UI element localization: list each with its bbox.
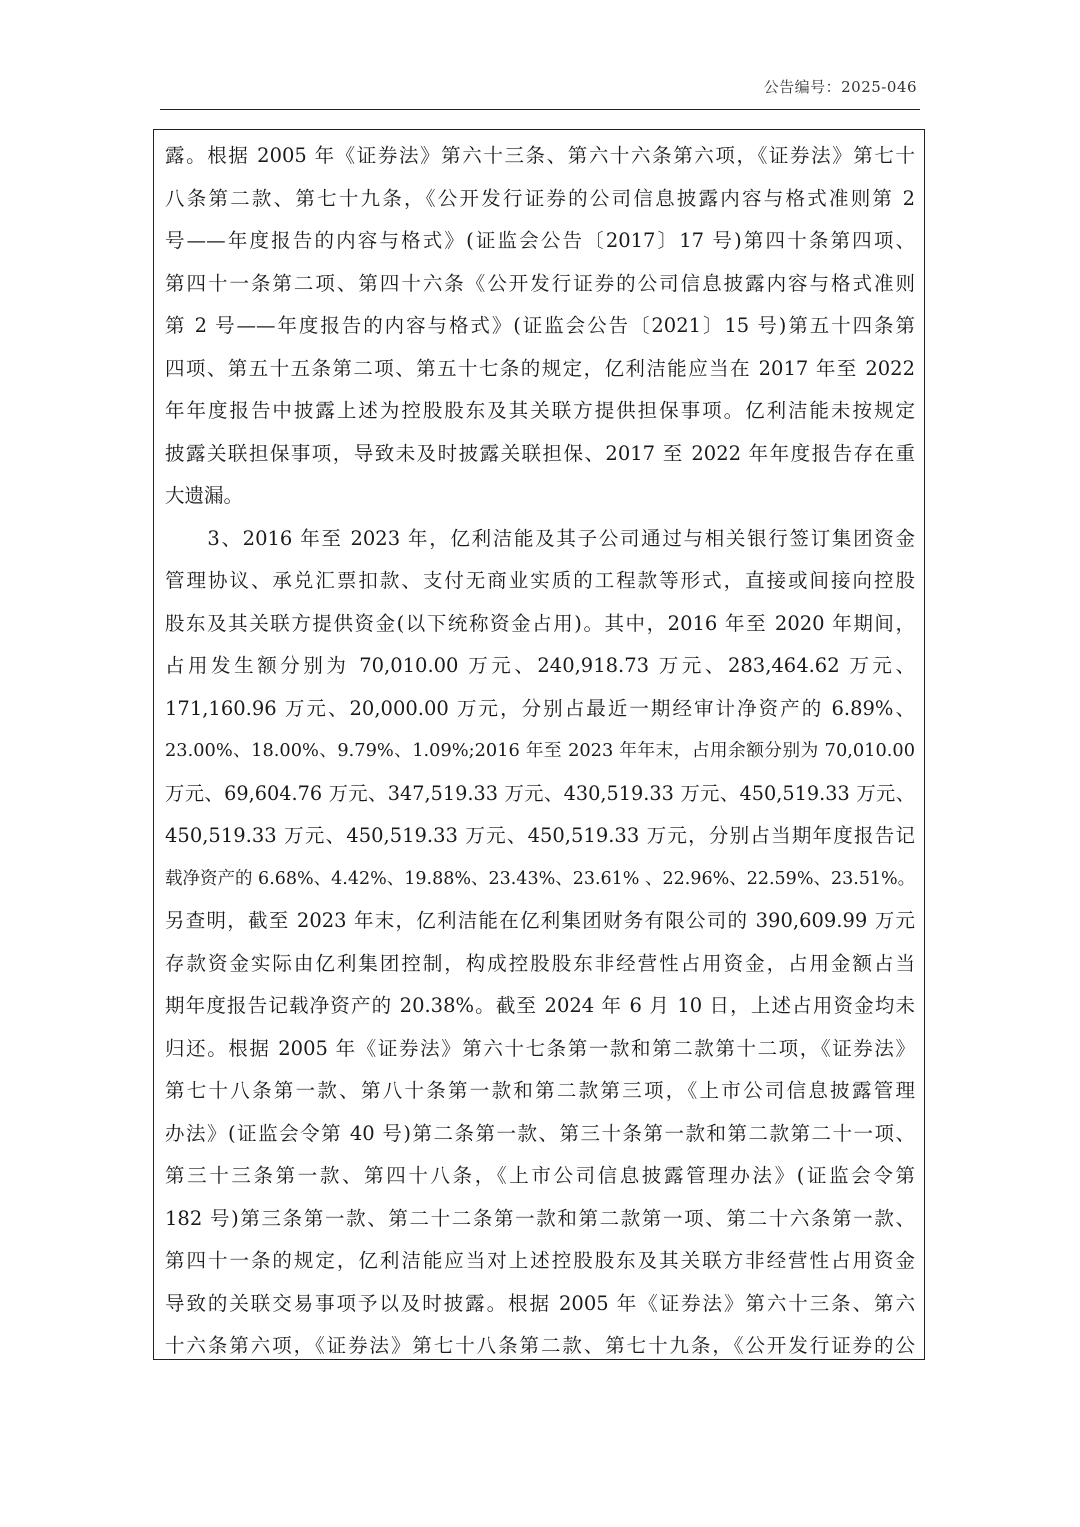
text-line: 第 2 号——年度报告的内容与格式》(证监会公告〔2021〕15 号)第五十四条第 xyxy=(165,314,915,337)
text-line: 另查明，截至 2023 年末，亿利洁能在亿利集团财务有限公司的 390,609.99 万元 xyxy=(165,909,915,932)
text-line: 第三十三条第一款、第四十八条，《上市公司信息披露管理办法》(证监会令第 xyxy=(165,1164,915,1187)
text-line: 管理协议、承兑汇票扣款、支付无商业实质的工程款等形式，直接或间接向控股 xyxy=(165,569,915,592)
text-line: 八条第二款、第七十九条，《公开发行证券的公司信息披露内容与格式准则第 2 xyxy=(165,186,915,210)
text-line: 占用发生额分别为 70,010.00 万元、240,918.73 万元、283,464.62 万元、 xyxy=(165,654,915,677)
text-line: 号——年度报告的内容与格式》(证监会公告〔2017〕17 号)第四十条第四项、 xyxy=(165,229,915,252)
text-line: 第七十八条第一款、第八十条第一款和第二款第三项，《上市公司信息披露管理 xyxy=(165,1079,915,1102)
text-line: 股东及其关联方提供资金(以下统称资金占用)。其中，2016 年至 2020 年期间， xyxy=(165,611,915,635)
text-line: 23.00%、18.00%、9.79%、1.09%;2016 年至 2023 年年末，占用余额分别为 70,010.00 xyxy=(165,741,915,761)
text-line: 第四十一条第二项、第四十六条《公开发行证券的公司信息披露内容与格式准则 xyxy=(165,271,915,295)
text-line: 存款资金实际由亿利集团控制，构成控股股东非经营性占用资金，占用金额占当 xyxy=(165,951,915,975)
text-line: 万元、69,604.76 万元、347,519.33 万元、430,519.33 万元、450,519.33 万元、 xyxy=(165,781,915,805)
text-line: 载净资产的 6.68%、4.42%、19.88%、23.43%、23.61% 、22.96%、22.59%、23.51%。 xyxy=(165,868,915,889)
text-line: 第四十一条的规定，亿利洁能应当对上述控股股东及其关联方非经营性占用资金 xyxy=(165,1249,915,1272)
text-line: 导致的关联交易事项予以及时披露。根据 2005 年《证券法》第六十三条、第六 xyxy=(165,1291,915,1315)
text-line: 年年度报告中披露上述为控股股东及其关联方提供担保事项。亿利洁能未按规定 xyxy=(165,399,915,422)
text-line: 十六条第六项，《证券法》第七十八条第二款、第七十九条，《公开发行证券的公 xyxy=(165,1334,915,1357)
text-line: 期年度报告记载净资产的 20.38%。截至 2024 年 6 月 10 日，上述占用资金均未 xyxy=(165,994,915,1017)
document-body xyxy=(165,135,915,1360)
announcement-number: 公告编号：2025-046 xyxy=(763,78,917,96)
document-content-box xyxy=(153,129,925,1360)
text-line: 182 号)第三条第一款、第二十二条第一款和第二款第一项、第二十六条第一款、 xyxy=(165,1206,915,1230)
text-line: 归还。根据 2005 年《证券法》第六十七条第一款和第二款第十二项，《证券法》 xyxy=(165,1036,915,1060)
text-line: 露。根据 2005 年《证券法》第六十三条、第六十六条第六项，《证券法》第七十 xyxy=(165,144,915,167)
header-divider xyxy=(160,109,920,110)
text-line: 四项、第五十五条第二项、第五十七条的规定，亿利洁能应当在 2017 年至 2022 xyxy=(165,356,915,380)
text-line: 披露关联担保事项，导致未及时披露关联担保、2017 至 2022 年年度报告存在重 xyxy=(165,441,915,465)
text-line: 3、2016 年至 2023 年，亿利洁能及其子公司通过与相关银行签订集团资金 xyxy=(165,526,915,550)
text-line: 大遗漏。 xyxy=(165,484,244,507)
text-line: 450,519.33 万元、450,519.33 万元、450,519.33 万元，分别占当期年度报告记 xyxy=(165,824,915,847)
text-line: 171,160.96 万元、20,000.00 万元，分别占最近一期经审计净资产的 6.89%、 xyxy=(165,696,915,720)
text-line: 办法》(证监会令第 40 号)第二条第一款、第三十条第一款和第二款第二十一项、 xyxy=(165,1121,915,1145)
